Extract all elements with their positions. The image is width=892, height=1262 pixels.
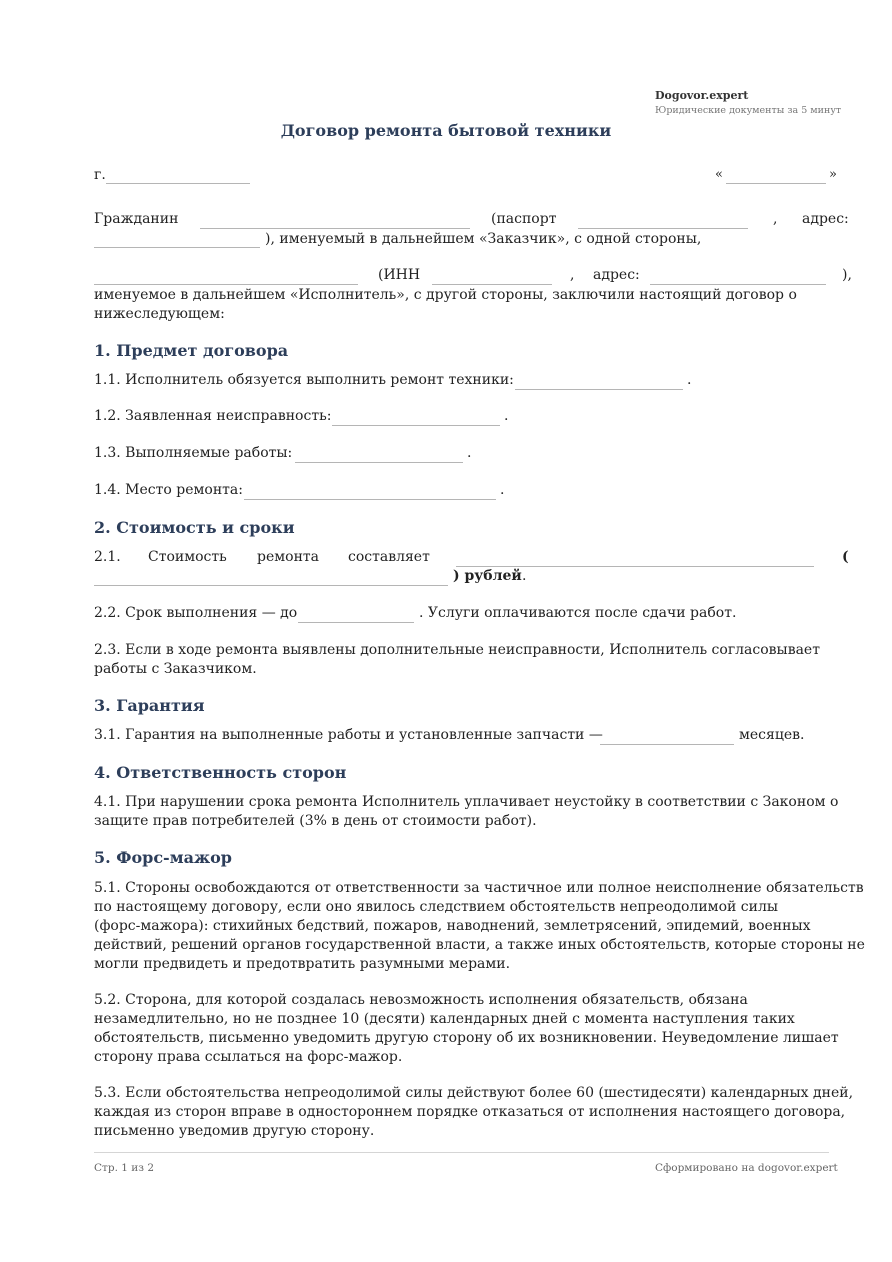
- section-1-heading: 1. Предмет договора: [94, 341, 289, 360]
- executor-address-blank[interactable]: [650, 284, 826, 285]
- clause-2-1-word: ремонта: [257, 549, 319, 565]
- clause-1-1-blank[interactable]: [515, 389, 683, 390]
- footer-divider: [94, 1152, 829, 1153]
- clause-3-1-start: 3.1. Гарантия на выполненные работы и установленные запчасти —: [94, 727, 603, 743]
- city-blank[interactable]: [106, 183, 250, 184]
- section-5-heading: 5. Форс-мажор: [94, 848, 232, 867]
- clause-1-2-blank[interactable]: [332, 425, 500, 426]
- executor-address-label: адрес:: [593, 267, 640, 283]
- cost-words-blank[interactable]: [94, 585, 448, 586]
- executor-name-blank[interactable]: [94, 284, 358, 285]
- clause-1-2: 1.2. Заявленная неисправность:: [94, 408, 332, 424]
- clause-2-1-paren: (: [842, 549, 849, 565]
- clause-5-1: 5.1. Стороны освобождаются от ответственности за частичное или полное неисполнение обязательств по настоящему договору, если оно явилось следствием обстоятельств непреодолимой силы (форс-мажора): стихийных бедствий, пожаров, наводнений, землетрясений, эпидемий, военных действий, решений органов государственной власти, а также иных обстоятельств, которые стороны не могли предвидеть и предотвратить разумными мерами.: [94, 880, 865, 972]
- page-number: Стр. 1 из 2: [94, 1162, 155, 1174]
- date-blank[interactable]: [726, 183, 826, 184]
- warranty-months-blank[interactable]: [600, 744, 734, 745]
- section-3-heading: 3. Гарантия: [94, 696, 205, 715]
- clause-1-1-dot: .: [687, 372, 692, 388]
- clause-1-4-blank[interactable]: [244, 499, 496, 500]
- clause-2-1-dot: .: [522, 568, 527, 584]
- citizen-label: Гражданин: [94, 211, 179, 227]
- date-quote-close: »: [829, 167, 837, 182]
- clause-2-2-end: . Услуги оплачиваются после сдачи работ.: [419, 605, 737, 621]
- clause-2-2-start: 2.2. Срок выполнения — до: [94, 605, 298, 621]
- clause-2-1-word: составляет: [348, 549, 430, 565]
- customer-tail: ), именуемый в дальнейшем «Заказчик», с одной стороны,: [265, 231, 702, 247]
- brand-name: Dogovor.expert: [655, 89, 749, 102]
- passport-blank[interactable]: [578, 228, 748, 229]
- clause-2-1-currency: ) рублей: [453, 568, 522, 584]
- comma: ,: [773, 211, 778, 227]
- city-prefix: г.: [94, 167, 106, 183]
- clause-5-2: 5.2. Сторона, для которой создалась невозможность исполнения обязательств, обязана незамедлительно, но не позднее 10 (десяти) календарных дней с момента наступления таких обстоятельств, письменно уведомить другую сторону об их возникновении. Неуведомление лишает сторону права ссылаться на форс-мажор.: [94, 992, 839, 1065]
- footer-generated: Сформировано на dogovor.expert: [655, 1162, 838, 1174]
- clause-2-1-word: 2.1.: [94, 549, 121, 565]
- executor-paragraph: именуемое в дальнейшем «Исполнитель», с другой стороны, заключили настоящий договор о нижеследующем:: [94, 287, 797, 322]
- cost-amount-blank[interactable]: [456, 566, 814, 567]
- clause-1-3-blank[interactable]: [295, 462, 463, 463]
- clause-1-3: 1.3. Выполняемые работы:: [94, 445, 293, 461]
- date-quote-open: «: [715, 167, 723, 182]
- clause-2-3: 2.3. Если в ходе ремонта выявлены дополнительные неисправности, Исполнитель согласовывает работы с Заказчиком.: [94, 642, 820, 677]
- section-4-heading: 4. Ответственность сторон: [94, 763, 347, 782]
- clause-1-3-dot: .: [467, 445, 472, 461]
- comma-2: ,: [570, 267, 575, 283]
- clause-1-4-dot: .: [500, 482, 505, 498]
- inn-label: (ИНН: [378, 267, 421, 283]
- clause-1-4: 1.4. Место ремонта:: [94, 482, 243, 498]
- clause-2-1-word: Стоимость: [148, 549, 227, 565]
- inn-blank[interactable]: [432, 284, 552, 285]
- brand-tagline: Юридические документы за 5 минут: [655, 105, 842, 116]
- clause-1-2-dot: .: [504, 408, 509, 424]
- address-label: адрес:: [802, 211, 849, 227]
- deadline-blank[interactable]: [298, 622, 414, 623]
- passport-label: (паспорт: [491, 211, 557, 227]
- customer-address-blank[interactable]: [94, 247, 260, 248]
- clause-3-1-end: месяцев.: [739, 727, 805, 743]
- close-paren: ),: [842, 267, 852, 283]
- document-title: Договор ремонта бытовой техники: [280, 121, 612, 140]
- section-2-heading: 2. Стоимость и сроки: [94, 518, 295, 537]
- citizen-name-blank[interactable]: [200, 228, 470, 229]
- clause-1-1: 1.1. Исполнитель обязуется выполнить ремонт техники:: [94, 372, 514, 388]
- clause-5-3: 5.3. Если обстоятельства непреодолимой силы действуют более 60 (шестидесяти) календарных дней, каждая из сторон вправе в одностороннем порядке отказаться от исполнения настоящего договора, письменно уведомив другую сторону.: [94, 1085, 854, 1139]
- clause-4-1: 4.1. При нарушении срока ремонта Исполнитель уплачивает неустойку в соответствии с Законом о защите прав потребителей (3% в день от стоимости работ).: [94, 794, 839, 829]
